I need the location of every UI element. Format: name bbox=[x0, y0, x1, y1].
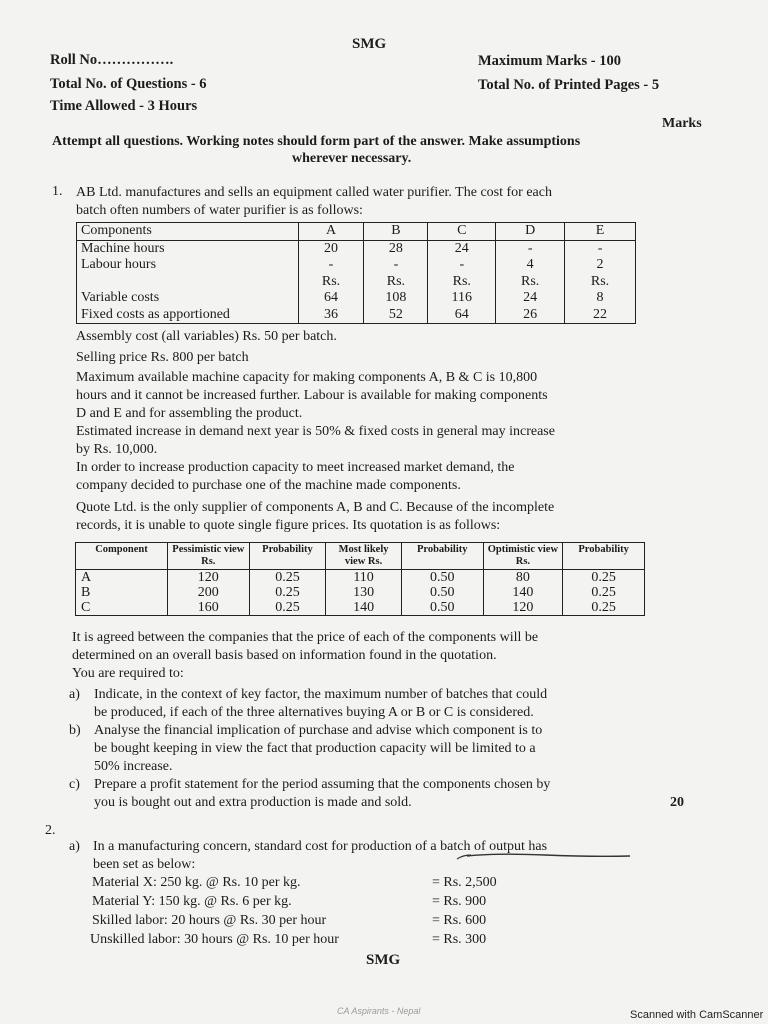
table-row: C 160 0.25 140 0.50 120 0.25 bbox=[76, 600, 645, 616]
watermark: CA Aspirants - Nepal bbox=[337, 1006, 421, 1016]
cost-table bbox=[76, 222, 636, 324]
max-marks: Maximum Marks - 100 bbox=[478, 53, 621, 69]
material-x: Material X: 250 kg. @ Rs. 10 per kg. bbox=[92, 875, 301, 890]
material-y: Material Y: 150 kg. @ Rs. 6 per kg. bbox=[92, 894, 292, 909]
q1-number: 1. bbox=[52, 184, 63, 199]
assembly-cost: Assembly cost (all variables) Rs. 50 per batch. bbox=[76, 329, 337, 344]
q2-part-a-label: a) bbox=[69, 839, 80, 854]
required-label: You are required to: bbox=[72, 666, 184, 681]
table-row: Machine hours 20 28 24 - - bbox=[77, 240, 636, 257]
instructions-line-1: Attempt all questions. Working notes should form part of the answer. Make assumptions bbox=[52, 134, 581, 149]
unskilled-labor: Unskilled labor: 30 hours @ Rs. 10 per hour bbox=[90, 932, 339, 947]
part-c-text: Prepare a profit statement for the period assuming that the components chosen by you is bought out and extra production is made and sold. bbox=[94, 777, 551, 810]
table-row: Labour hours - - - 4 2 bbox=[77, 257, 636, 274]
skilled-labor-amount: = Rs. 600 bbox=[432, 913, 487, 928]
table-row: B 200 0.25 130 0.50 140 0.25 bbox=[76, 585, 645, 600]
marks-label: Marks bbox=[662, 116, 702, 131]
quote-paragraph: Quote Ltd. is the only supplier of components A, B and C. Because of the incomplete records, it is unable to quote single figure prices. Its quotation is as follows: bbox=[76, 500, 555, 533]
skilled-labor: Skilled labor: 20 hours @ Rs. 30 per hour bbox=[92, 913, 327, 928]
table-row: Rs. Rs. Rs. Rs. Rs. bbox=[77, 274, 636, 291]
q2-number: 2. bbox=[45, 823, 56, 838]
material-y-amount: = Rs. 900 bbox=[432, 894, 487, 909]
total-questions: Total No. of Questions - 6 bbox=[50, 76, 207, 92]
cost-table-header: Components A B C D E bbox=[77, 223, 636, 241]
selling-price: Selling price Rs. 800 per batch bbox=[76, 350, 249, 365]
roll-no: Roll No……………. bbox=[50, 52, 174, 68]
production-paragraph: In order to increase production capacity to meet increased market demand, the company decided to purchase one of the machine made components. bbox=[76, 460, 515, 493]
scanner-credit: Scanned with CamScanner bbox=[630, 1009, 764, 1021]
part-a-label: a) bbox=[69, 687, 80, 702]
unskilled-labor-amount: = Rs. 300 bbox=[432, 932, 487, 947]
instructions-line-2: wherever necessary. bbox=[292, 151, 412, 166]
quotation-table bbox=[75, 542, 645, 616]
part-c-label: c) bbox=[69, 777, 80, 792]
material-x-amount: = Rs. 2,500 bbox=[432, 875, 497, 890]
capacity-paragraph: Maximum available machine capacity for making components A, B & C is 10,800 hours and it cannot be increased further. Labour is available for making components D and E and for assembling the product. bbox=[76, 370, 548, 421]
table-row: Variable costs 64 108 116 24 8 bbox=[77, 290, 636, 307]
part-b-label: b) bbox=[69, 723, 81, 738]
demand-paragraph: Estimated increase in demand next year is 50% & fixed costs in general may increase by Rs. 10,000. bbox=[76, 424, 555, 457]
paper-code-bottom: SMG bbox=[366, 952, 401, 968]
paper-code-top: SMG bbox=[352, 36, 387, 52]
part-b-text: Analyse the financial implication of purchase and advise which component is to be bought keeping in view the fact that production capacity will be limited to a 50% increase. bbox=[94, 723, 543, 774]
q2-intro: In a manufacturing concern, standard cost for production of a batch of output has been set as below: bbox=[93, 839, 548, 872]
quotation-table-header: Component Pessimistic view Rs. Probability Most likely view Rs. Probability Optimistic view Rs. Probability bbox=[76, 543, 645, 570]
time-allowed: Time Allowed - 3 Hours bbox=[50, 98, 198, 114]
part-a-text: Indicate, in the context of key factor, the maximum number of batches that could be produced, if each of the three alternatives buying A or B or C is considered. bbox=[94, 687, 548, 720]
table-row: Fixed costs as apportioned 36 52 64 26 22 bbox=[77, 307, 636, 324]
printed-pages: Total No. of Printed Pages - 5 bbox=[478, 77, 660, 93]
pen-underline bbox=[455, 850, 635, 862]
q1-intro: AB Ltd. manufactures and sells an equipment called water purifier. The cost for each batch often numbers of water purifier is as follows: bbox=[76, 185, 552, 218]
agreed-paragraph: It is agreed between the companies that the price of each of the components will be determined on an overall basis based on information found in the quotation. bbox=[72, 630, 539, 663]
q1-marks: 20 bbox=[670, 795, 684, 810]
table-row: A 120 0.25 110 0.50 80 0.25 bbox=[76, 570, 645, 586]
